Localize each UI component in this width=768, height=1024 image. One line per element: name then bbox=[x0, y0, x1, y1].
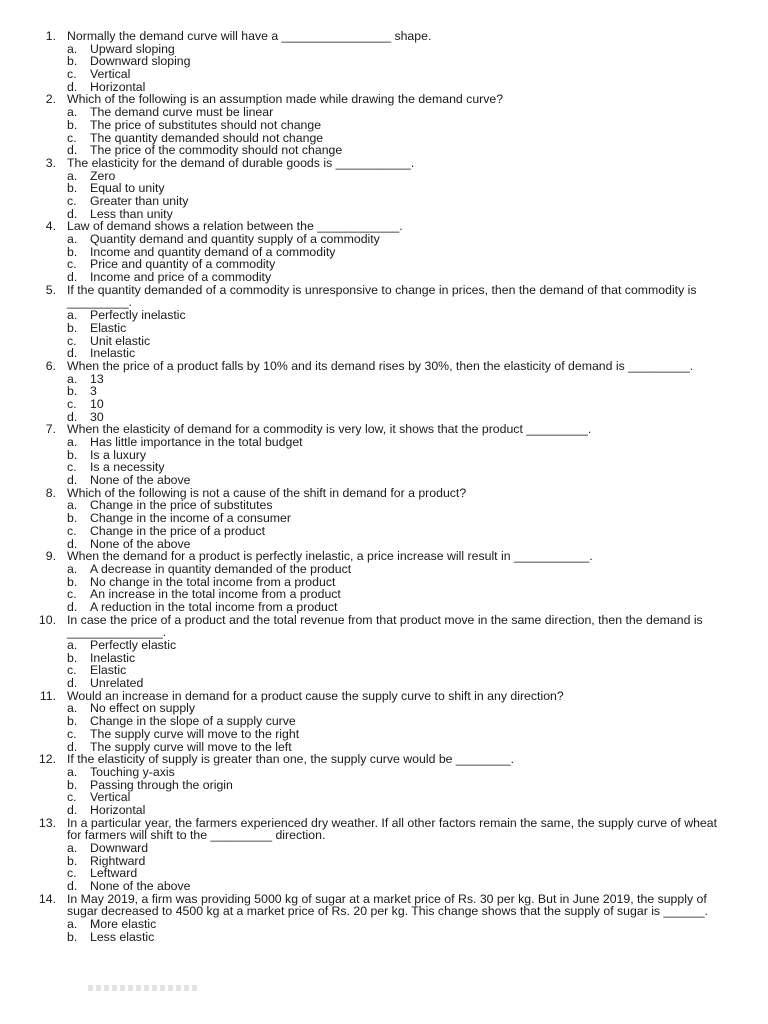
question-text: Which of the following is an assumption made while drawing the demand curve? bbox=[67, 92, 504, 107]
question-text: If the quantity demanded of a commodity is unresponsive to change in prices, then the demand of that commodity is _________. bbox=[67, 282, 697, 310]
option-letter: c. bbox=[67, 130, 77, 145]
option-text: Inelastic bbox=[90, 650, 136, 665]
option-text: Unit elastic bbox=[90, 333, 151, 348]
question-block bbox=[0, 220, 768, 283]
question-block bbox=[0, 893, 768, 944]
question-block bbox=[0, 30, 768, 93]
question-number: 9. bbox=[45, 549, 56, 564]
option-letter: c. bbox=[67, 460, 77, 475]
option-text: Quantity demand and quantity supply of a commodity bbox=[90, 232, 380, 246]
option-letter: b. bbox=[67, 853, 78, 868]
option-letter: b. bbox=[67, 117, 78, 132]
option-letter: a. bbox=[67, 105, 78, 120]
question-number: 2. bbox=[45, 92, 56, 107]
option-letter: a. bbox=[67, 308, 78, 323]
option-letter: b. bbox=[67, 650, 78, 665]
question-block bbox=[0, 284, 768, 360]
option-letter: a. bbox=[67, 232, 78, 246]
question-block bbox=[0, 157, 768, 220]
option-letter: a. bbox=[67, 371, 78, 386]
option-text: Greater than unity bbox=[90, 193, 189, 208]
question-text: If the elasticity of supply is greater than one, the supply curve would be ________. bbox=[67, 752, 515, 767]
question-number: 5. bbox=[45, 282, 56, 297]
question-number: 7. bbox=[45, 422, 56, 437]
option-text: More elastic bbox=[90, 917, 157, 932]
option-text: The demand curve must be linear bbox=[90, 105, 274, 120]
question-6 bbox=[0, 360, 768, 373]
option-text: Leftward bbox=[90, 866, 138, 881]
option-letter: c. bbox=[67, 587, 77, 602]
option-letter: b. bbox=[67, 447, 78, 462]
question-block bbox=[0, 550, 768, 613]
option-text: A decrease in quantity demanded of the product bbox=[90, 561, 352, 576]
question-14 bbox=[0, 893, 768, 918]
question-text: The elasticity for the demand of durable goods is ___________. bbox=[67, 155, 415, 170]
option-letter: b. bbox=[67, 54, 78, 69]
option-text: Change in the income of a consumer bbox=[90, 511, 291, 526]
question-text: Law of demand shows a relation between the ____________. bbox=[67, 219, 403, 234]
option-letter: a. bbox=[67, 701, 78, 716]
option-letter: a. bbox=[67, 498, 78, 513]
option-letter: d. bbox=[67, 143, 78, 158]
option-letter: d. bbox=[67, 676, 78, 691]
option-text: Price and quantity of a commodity bbox=[90, 257, 276, 272]
option-text: 10 bbox=[90, 396, 104, 411]
option-letter: a. bbox=[67, 41, 78, 56]
option-letter: b. bbox=[67, 777, 78, 792]
option-text: The quantity demanded should not change bbox=[90, 130, 324, 145]
question-number: 10. bbox=[38, 612, 56, 627]
option-letter: c. bbox=[67, 523, 77, 538]
option-letter: d. bbox=[67, 599, 78, 614]
question-number: 8. bbox=[45, 485, 56, 500]
option-letter: d. bbox=[67, 79, 78, 94]
question-number: 14. bbox=[38, 891, 56, 906]
option-c bbox=[0, 398, 768, 411]
option-text: Inelastic bbox=[90, 346, 136, 361]
option-b bbox=[0, 385, 768, 398]
option-text: Is a luxury bbox=[90, 447, 147, 462]
question-text: Normally the demand curve will have a ________________ shape. bbox=[67, 29, 432, 43]
option-text: 13 bbox=[90, 371, 104, 386]
question-block bbox=[0, 690, 768, 753]
question-13 bbox=[0, 817, 768, 842]
option-text: Is a necessity bbox=[90, 460, 165, 475]
option-letter: a. bbox=[67, 764, 78, 779]
option-letter: c. bbox=[67, 67, 77, 82]
question-text: When the elasticity of demand for a commodity is very low, it shows that the product _________. bbox=[67, 422, 592, 437]
option-text: Change in the slope of a supply curve bbox=[90, 714, 296, 729]
question-number: 4. bbox=[45, 219, 56, 234]
option-letter: d. bbox=[67, 270, 78, 285]
option-letter: d. bbox=[67, 739, 78, 754]
question-list bbox=[0, 30, 768, 944]
option-text: The supply curve will move to the right bbox=[90, 726, 300, 741]
option-text: The price of the commodity should not change bbox=[90, 143, 343, 158]
option-text: Horizontal bbox=[90, 802, 146, 817]
option-letter: d. bbox=[67, 536, 78, 551]
option-text: Downward sloping bbox=[90, 54, 191, 69]
option-letter: a. bbox=[67, 841, 78, 855]
option-text: The supply curve will move to the left bbox=[90, 739, 292, 754]
question-text: When the demand for a product is perfectly inelastic, a price increase will result in ___________. bbox=[67, 549, 593, 564]
option-letter: b. bbox=[67, 929, 78, 944]
option-letter: b. bbox=[67, 574, 78, 589]
option-text: Vertical bbox=[90, 790, 131, 805]
option-letter: b. bbox=[67, 714, 78, 729]
option-letter: c. bbox=[67, 866, 77, 881]
option-text: Zero bbox=[90, 168, 116, 183]
option-text: Vertical bbox=[90, 67, 131, 82]
option-letter: b. bbox=[67, 511, 78, 526]
option-letter: b. bbox=[67, 320, 78, 335]
question-block bbox=[0, 423, 768, 486]
option-letter: c. bbox=[67, 663, 77, 678]
option-letter: c. bbox=[67, 396, 77, 411]
option-letter: b. bbox=[67, 384, 78, 399]
option-text: No change in the total income from a product bbox=[90, 574, 336, 589]
option-text: Income and price of a commodity bbox=[90, 270, 272, 285]
option-letter: d. bbox=[67, 473, 78, 488]
option-text: Has little importance in the total budget bbox=[90, 435, 303, 449]
option-text: None of the above bbox=[90, 473, 191, 488]
option-text: Change in the price of substitutes bbox=[90, 498, 273, 513]
option-letter: a. bbox=[67, 168, 78, 183]
question-text: In May 2019, a firm was providing 5000 kg of sugar at a market price of Rs. 30 per kg. But in June 2019, the supply of sugar decreased to 4500 kg at a market price of Rs. 20 per kg. This change shows that the supply of sugar is ______. bbox=[67, 891, 708, 919]
option-text: 30 bbox=[90, 409, 104, 424]
option-text: A reduction in the total income from a product bbox=[90, 599, 338, 614]
question-5 bbox=[0, 284, 768, 309]
question-block bbox=[0, 360, 768, 423]
option-letter: c. bbox=[67, 257, 77, 272]
option-letter: c. bbox=[67, 333, 77, 348]
option-text: Downward bbox=[90, 841, 149, 855]
question-block bbox=[0, 93, 768, 156]
question-number: 1. bbox=[45, 29, 56, 43]
option-text: An increase in the total income from a product bbox=[90, 587, 341, 602]
option-letter: d. bbox=[67, 206, 78, 221]
option-text: The price of substitutes should not change bbox=[90, 117, 322, 132]
question-text: In a particular year, the farmers experienced dry weather. If all other factors remain the same, the supply curve of wheat for farmers will shift to the _________ direction. bbox=[67, 815, 718, 843]
option-a bbox=[0, 373, 768, 386]
question-block bbox=[0, 817, 768, 893]
option-text: Less than unity bbox=[90, 206, 173, 221]
option-letter: d. bbox=[67, 409, 78, 424]
option-letter: b. bbox=[67, 244, 78, 259]
option-letter: d. bbox=[67, 346, 78, 361]
option-letter: c. bbox=[67, 193, 77, 208]
option-text: Horizontal bbox=[90, 79, 146, 94]
option-text: Change in the price of a product bbox=[90, 523, 266, 538]
option-letter: c. bbox=[67, 790, 77, 805]
question-number: 3. bbox=[45, 155, 56, 170]
option-text: Elastic bbox=[90, 320, 127, 335]
option-letter: b. bbox=[67, 181, 78, 196]
option-text: Rightward bbox=[90, 853, 146, 868]
option-text: Unrelated bbox=[90, 676, 144, 691]
option-letter: a. bbox=[67, 435, 78, 449]
question-10 bbox=[0, 614, 768, 639]
question-number: 13. bbox=[38, 815, 56, 830]
option-letter: a. bbox=[67, 917, 78, 932]
question-text: In case the price of a product and the total revenue from that product move in the same direction, then the demand is ______________. bbox=[67, 612, 703, 640]
option-text: Less elastic bbox=[90, 929, 155, 944]
question-text: Which of the following is not a cause of the shift in demand for a product? bbox=[67, 485, 467, 500]
option-text: Equal to unity bbox=[90, 181, 165, 196]
cut-off-text bbox=[88, 985, 198, 991]
question-number: 11. bbox=[39, 688, 56, 703]
option-text: Upward sloping bbox=[90, 41, 175, 56]
option-text: Perfectly elastic bbox=[90, 638, 177, 652]
option-letter: d. bbox=[67, 802, 78, 817]
question-text: Would an increase in demand for a product cause the supply curve to shift in any direction? bbox=[67, 688, 564, 703]
option-text: Elastic bbox=[90, 663, 127, 678]
option-text: Touching y-axis bbox=[90, 764, 175, 779]
option-text: Passing through the origin bbox=[90, 777, 233, 792]
option-letter: d. bbox=[67, 879, 78, 894]
option-text: No effect on supply bbox=[90, 701, 196, 716]
question-number: 12. bbox=[38, 752, 56, 767]
option-letter: a. bbox=[67, 638, 78, 652]
question-text: When the price of a product falls by 10% and its demand rises by 30%, then the elasticity of demand is _________. bbox=[67, 358, 694, 373]
question-number: 6. bbox=[45, 358, 56, 373]
option-text: None of the above bbox=[90, 879, 191, 894]
option-text: Income and quantity demand of a commodity bbox=[90, 244, 336, 259]
option-text: 3 bbox=[90, 384, 97, 399]
question-block bbox=[0, 487, 768, 550]
option-text: None of the above bbox=[90, 536, 191, 551]
option-letter: a. bbox=[67, 561, 78, 576]
option-text: Perfectly inelastic bbox=[90, 308, 186, 323]
option-letter: c. bbox=[67, 726, 77, 741]
option-b bbox=[0, 931, 768, 944]
question-block bbox=[0, 753, 768, 816]
question-block bbox=[0, 614, 768, 690]
